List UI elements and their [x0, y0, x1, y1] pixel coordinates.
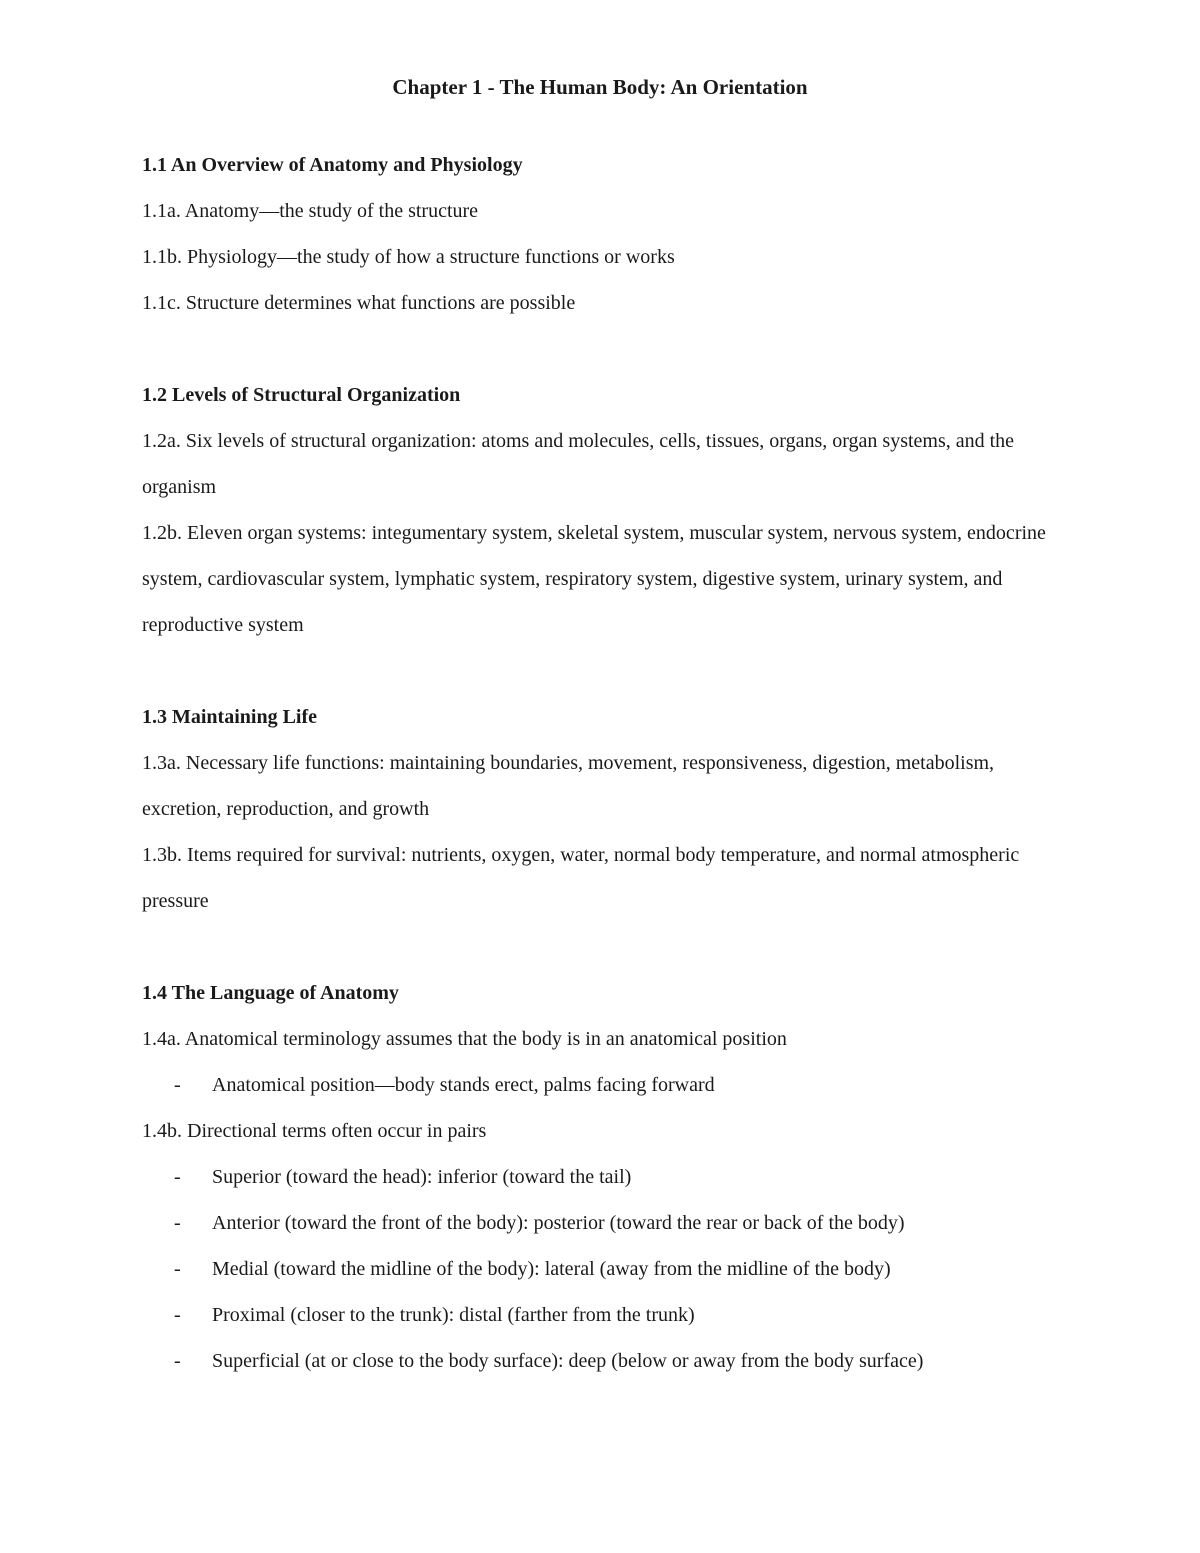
bullet-item — [142, 1338, 1062, 1384]
bullet-text: Superficial (at or close to the body surface): deep (below or away from the body surface) — [212, 1350, 924, 1372]
outline-item: 1.1a. Anatomy—the study of the structure — [142, 200, 479, 222]
bullet-dash: - — [174, 1258, 181, 1280]
section-1-2 — [142, 372, 1062, 648]
outline-item: 1.1c. Structure determines what functions are possible — [142, 292, 576, 314]
outline-item: 1.3a. Necessary life functions: maintaining boundaries, movement, responsiveness, digestion, metabolism, excretion, reproduction, and growth — [142, 752, 995, 820]
section-heading: 1.2 Levels of Structural Organization — [142, 384, 461, 406]
outline-item: 1.3b. Items required for survival: nutrients, oxygen, water, normal body temperature, and normal atmospheric pressure — [142, 844, 1020, 912]
section-heading: 1.4 The Language of Anatomy — [142, 982, 399, 1004]
bullet-text: Anterior (toward the front of the body): posterior (toward the rear or back of the body) — [212, 1212, 905, 1234]
bullet-item — [142, 1154, 1062, 1200]
section-1-4 — [142, 970, 1062, 1384]
bullet-text: Superior (toward the head): inferior (toward the tail) — [212, 1166, 632, 1188]
document-title: Chapter 1 - The Human Body: An Orientation — [392, 75, 808, 99]
section-1-1 — [142, 142, 1062, 326]
bullet-dash: - — [174, 1212, 181, 1234]
section-heading: 1.3 Maintaining Life — [142, 706, 318, 728]
bullet-item — [142, 1200, 1062, 1246]
bullet-text: Medial (toward the midline of the body): lateral (away from the midline of the body) — [212, 1258, 891, 1280]
section-heading: 1.1 An Overview of Anatomy and Physiology — [142, 154, 523, 176]
bullet-text: Anatomical position—body stands erect, palms facing forward — [212, 1074, 715, 1096]
bullet-text: Proximal (closer to the trunk): distal (farther from the trunk) — [212, 1304, 695, 1326]
bullet-item — [142, 1062, 1062, 1108]
bullet-dash: - — [174, 1350, 181, 1372]
bullet-dash: - — [174, 1304, 181, 1326]
outline-item: 1.2b. Eleven organ systems: integumentary system, skeletal system, muscular system, nervous system, endocrine system, cardiovascular system, lymphatic system, respiratory system, digestive system, urinary system, and reproductive system — [142, 522, 1046, 636]
outline-item: 1.1b. Physiology—the study of how a structure functions or works — [142, 246, 675, 268]
outline-item: 1.2a. Six levels of structural organization: atoms and molecules, cells, tissues, organs, organ systems, and the organism — [142, 430, 1015, 498]
outline-item: 1.4b. Directional terms often occur in pairs — [142, 1120, 487, 1142]
bullet-list — [142, 1062, 1062, 1108]
bullet-list — [142, 1154, 1062, 1384]
bullet-dash: - — [174, 1166, 181, 1188]
bullet-item — [142, 1246, 1062, 1292]
document-body — [142, 142, 1062, 1384]
outline-item: 1.4a. Anatomical terminology assumes that the body is in an anatomical position — [142, 1028, 787, 1050]
section-1-3 — [142, 694, 1062, 924]
bullet-item — [142, 1292, 1062, 1338]
bullet-dash: - — [174, 1074, 181, 1096]
